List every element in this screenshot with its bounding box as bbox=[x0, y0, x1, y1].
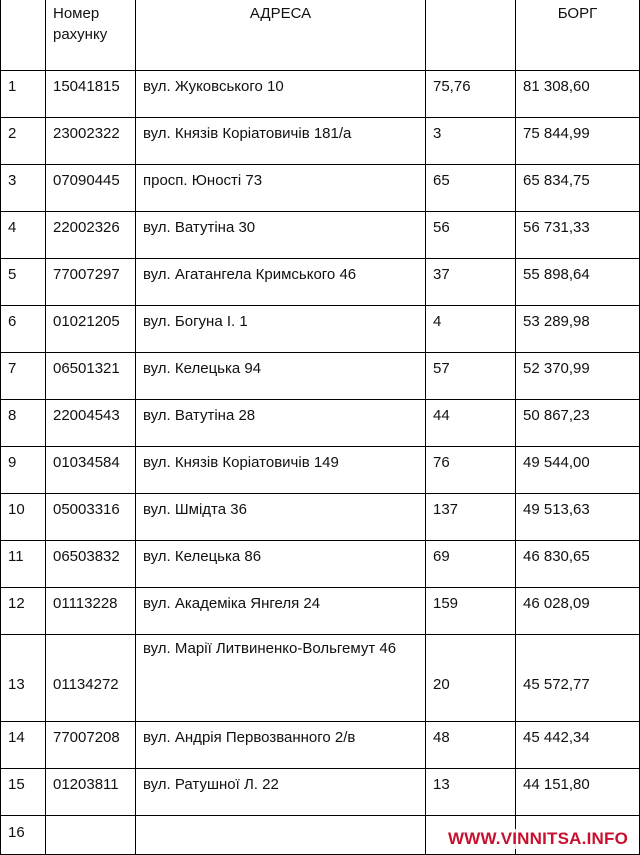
table-row bbox=[1, 447, 640, 494]
debt-amount-cell: 75 844,99 bbox=[516, 118, 640, 165]
table-row bbox=[1, 769, 640, 816]
row-index-cell: 8 bbox=[1, 400, 46, 447]
account-number-cell: 01134272 bbox=[46, 635, 136, 722]
apartment-cell: 159 bbox=[426, 588, 516, 635]
apartment-cell: 13 bbox=[426, 769, 516, 816]
account-number-cell: 22002326 bbox=[46, 212, 136, 259]
row-index-cell: 12 bbox=[1, 588, 46, 635]
address-cell: вул. Ватутіна 30 bbox=[136, 212, 426, 259]
address-cell: вул. Академіка Янгеля 24 bbox=[136, 588, 426, 635]
row-index-cell: 11 bbox=[1, 541, 46, 588]
debt-amount-cell: 49 544,00 bbox=[516, 447, 640, 494]
row-index-cell: 7 bbox=[1, 353, 46, 400]
table-row bbox=[1, 165, 640, 212]
debt-amount-cell: 81 308,60 bbox=[516, 71, 640, 118]
address-cell: вул. Ватутіна 28 bbox=[136, 400, 426, 447]
debt-table-body bbox=[1, 0, 640, 855]
site-watermark: WWW.VINNITSA.INFO bbox=[448, 829, 628, 848]
account-number-cell: 06501321 bbox=[46, 353, 136, 400]
address-cell: вул. Князів Коріатовичів 181/а bbox=[136, 118, 426, 165]
row-index-cell: 2 bbox=[1, 118, 46, 165]
address-cell: вул. Агатангела Кримського 46 bbox=[136, 259, 426, 306]
account-number-cell: 01203811 bbox=[46, 769, 136, 816]
row-index-cell: 9 bbox=[1, 447, 46, 494]
address-cell: вул. Келецька 86 bbox=[136, 541, 426, 588]
account-number-cell: 15041815 bbox=[46, 71, 136, 118]
account-number-cell: 01034584 bbox=[46, 447, 136, 494]
debt-amount-cell: 46 830,65 bbox=[516, 541, 640, 588]
account-number-cell: 77007208 bbox=[46, 722, 136, 769]
address-cell: вул. Князів Коріатовичів 149 bbox=[136, 447, 426, 494]
debt-amount-cell: 56 731,33 bbox=[516, 212, 640, 259]
header-debt-cell: БОРГ bbox=[516, 0, 640, 71]
table-row bbox=[1, 541, 640, 588]
row-index-cell: 16 bbox=[1, 816, 46, 855]
account-number-cell: 01021205 bbox=[46, 306, 136, 353]
debt-amount-cell: 45 572,77 bbox=[516, 635, 640, 722]
header-account-cell: Номер рахунку bbox=[46, 0, 136, 71]
apartment-cell: 137 bbox=[426, 494, 516, 541]
account-number-cell: 22004543 bbox=[46, 400, 136, 447]
row-index-cell: 6 bbox=[1, 306, 46, 353]
apartment-cell: 57 bbox=[426, 353, 516, 400]
debt-amount-cell: 49 513,63 bbox=[516, 494, 640, 541]
apartment-cell: 44 bbox=[426, 400, 516, 447]
row-index-cell: 5 bbox=[1, 259, 46, 306]
header-address-cell: АДРЕСА bbox=[136, 0, 426, 71]
debt-amount-cell: 53 289,98 bbox=[516, 306, 640, 353]
table-row bbox=[1, 722, 640, 769]
header-index-cell bbox=[1, 0, 46, 71]
account-number-cell bbox=[46, 816, 136, 855]
account-number-cell: 77007297 bbox=[46, 259, 136, 306]
table-row bbox=[1, 212, 640, 259]
address-cell bbox=[136, 816, 426, 855]
row-index-cell: 1 bbox=[1, 71, 46, 118]
apartment-cell: 69 bbox=[426, 541, 516, 588]
debt-amount-cell: 50 867,23 bbox=[516, 400, 640, 447]
account-number-cell: 23002322 bbox=[46, 118, 136, 165]
row-index-cell: 10 bbox=[1, 494, 46, 541]
account-number-cell: 05003316 bbox=[46, 494, 136, 541]
table-row bbox=[1, 118, 640, 165]
address-cell: вул. Шмідта 36 bbox=[136, 494, 426, 541]
row-index-cell: 13 bbox=[1, 635, 46, 722]
debt-amount-cell: 45 442,34 bbox=[516, 722, 640, 769]
row-index-cell: 14 bbox=[1, 722, 46, 769]
debt-amount-cell: 44 151,80 bbox=[516, 769, 640, 816]
address-cell: вул. Келецька 94 bbox=[136, 353, 426, 400]
address-cell: вул. Жуковського 10 bbox=[136, 71, 426, 118]
debt-amount-cell: 65 834,75 bbox=[516, 165, 640, 212]
header-apartment-cell bbox=[426, 0, 516, 71]
table-row bbox=[1, 259, 640, 306]
account-number-cell: 07090445 bbox=[46, 165, 136, 212]
apartment-cell: 75,76 bbox=[426, 71, 516, 118]
address-cell: вул. Андрія Первозванного 2/в bbox=[136, 722, 426, 769]
apartment-cell: 76 bbox=[426, 447, 516, 494]
address-cell: вул. Ратушної Л. 22 bbox=[136, 769, 426, 816]
debt-amount-cell: 55 898,64 bbox=[516, 259, 640, 306]
table-row bbox=[1, 400, 640, 447]
table-row bbox=[1, 635, 640, 722]
apartment-cell: 3 bbox=[426, 118, 516, 165]
row-index-cell: 3 bbox=[1, 165, 46, 212]
apartment-cell: 56 bbox=[426, 212, 516, 259]
address-cell: вул. Богуна І. 1 bbox=[136, 306, 426, 353]
apartment-cell: 48 bbox=[426, 722, 516, 769]
account-number-cell: 06503832 bbox=[46, 541, 136, 588]
table-row bbox=[1, 494, 640, 541]
apartment-cell: 37 bbox=[426, 259, 516, 306]
apartment-cell: 4 bbox=[426, 306, 516, 353]
table-row bbox=[1, 353, 640, 400]
table-header-row bbox=[1, 0, 640, 71]
apartment-cell: 65 bbox=[426, 165, 516, 212]
address-cell: вул. Марії Литвиненко-Вольгемут 46 bbox=[136, 635, 426, 722]
row-index-cell: 15 bbox=[1, 769, 46, 816]
address-cell: просп. Юності 73 bbox=[136, 165, 426, 212]
table-row bbox=[1, 588, 640, 635]
table-row bbox=[1, 306, 640, 353]
table-row bbox=[1, 71, 640, 118]
debt-amount-cell: 52 370,99 bbox=[516, 353, 640, 400]
row-index-cell: 4 bbox=[1, 212, 46, 259]
apartment-cell: 20 bbox=[426, 635, 516, 722]
debt-amount-cell: 46 028,09 bbox=[516, 588, 640, 635]
account-number-cell: 01113228 bbox=[46, 588, 136, 635]
